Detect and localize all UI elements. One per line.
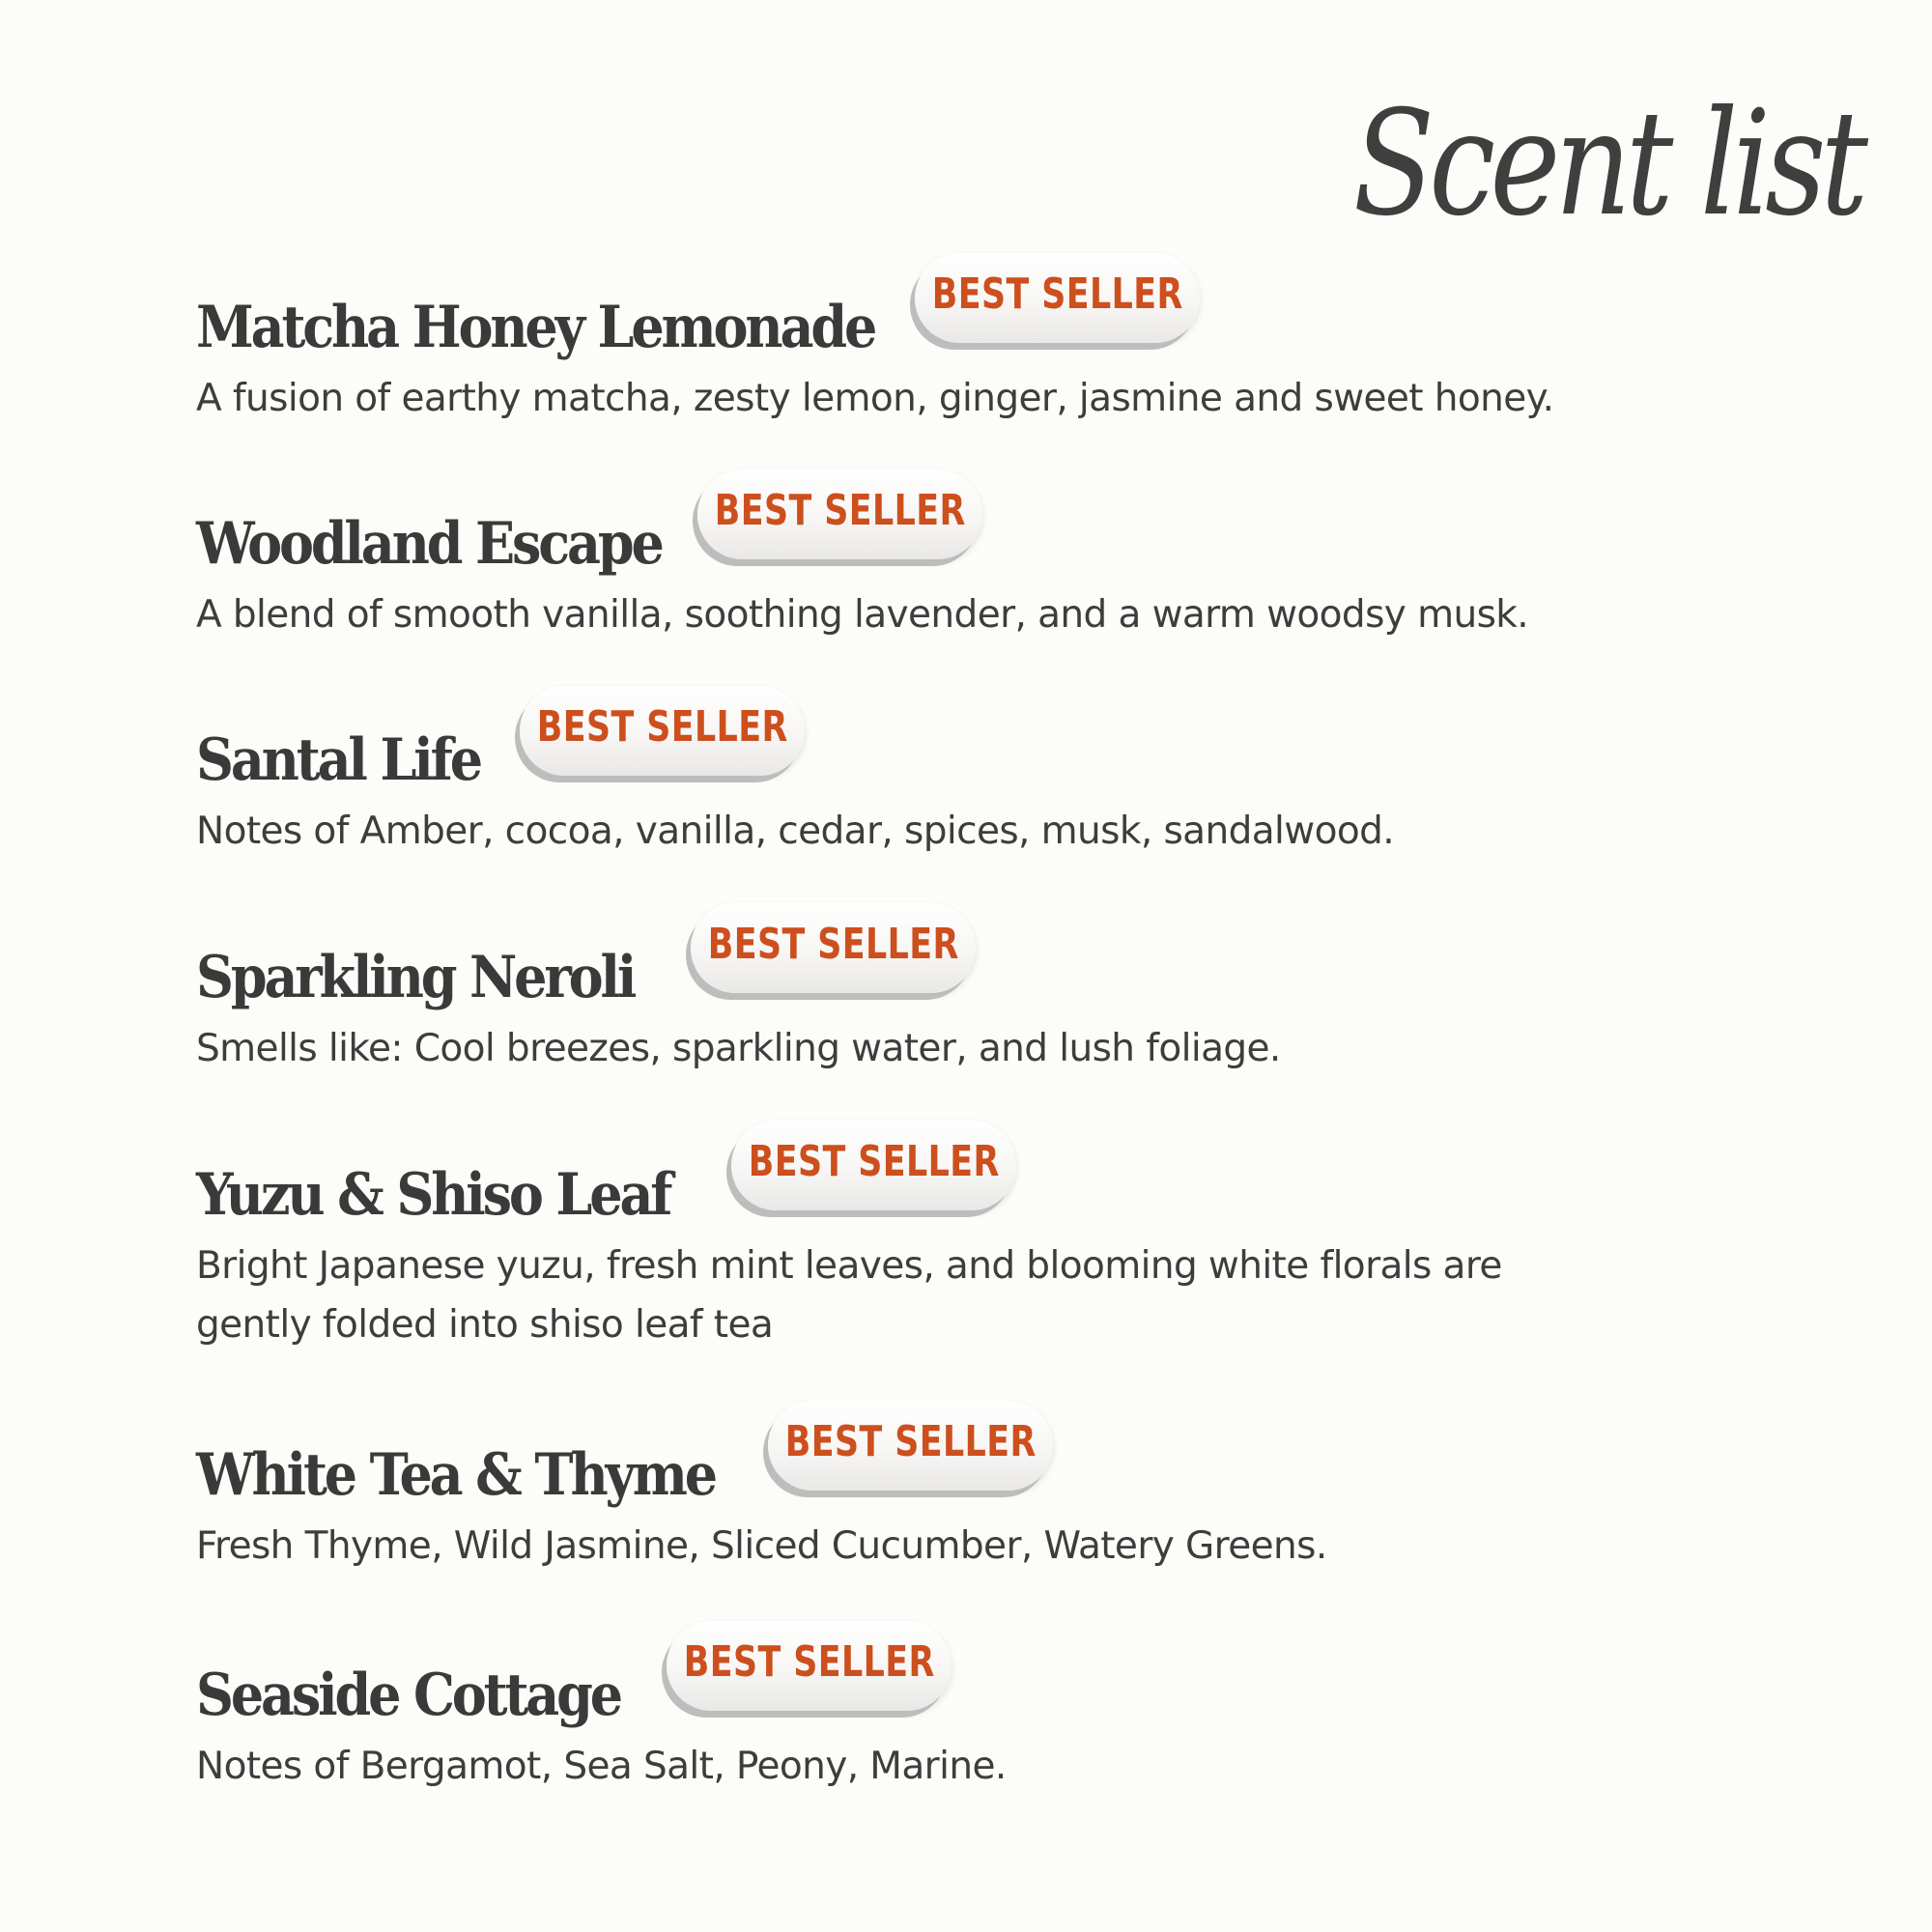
best-seller-badge: BEST SELLER: [667, 1621, 952, 1711]
best-seller-badge: BEST SELLER: [915, 253, 1200, 343]
best-seller-badge: BEST SELLER: [768, 1401, 1053, 1491]
scent-header: [196, 686, 1703, 792]
scent-description: Notes of Bergamot, Sea Salt, Peony, Marine.: [196, 1745, 1007, 1788]
scent-name: Matcha Honey Lemonade: [196, 294, 875, 361]
scent-header: [196, 1121, 1703, 1227]
scent-description: Notes of Amber, cocoa, vanilla, cedar, spices, musk, sandalwood.: [196, 810, 1395, 853]
best-seller-badge: BEST SELLER: [697, 469, 982, 559]
scent-header: [196, 253, 1703, 359]
scent-name: Seaside Cottage: [196, 1662, 620, 1729]
scent-description: A blend of smooth vanilla, soothing lavender, and a warm woodsy musk.: [196, 593, 1529, 637]
page-title: Scent list: [1352, 80, 1862, 248]
best-seller-badge: BEST SELLER: [520, 686, 805, 776]
scent-description: Fresh Thyme, Wild Jasmine, Sliced Cucumber, Watery Greens.: [196, 1524, 1327, 1568]
best-seller-badge: BEST SELLER: [731, 1121, 1016, 1210]
scent-name: Woodland Escape: [196, 510, 662, 578]
scent-header: [196, 1401, 1703, 1507]
scent-item-yuzu-shiso-leaf: [196, 1121, 1703, 1354]
scent-description: Smells like: Cool breezes, sparkling water, and lush foliage.: [196, 1027, 1281, 1070]
scent-header: [196, 1621, 1703, 1727]
scent-name: Yuzu & Shiso Leaf: [196, 1161, 670, 1229]
scent-header: [196, 469, 1703, 576]
scent-name: Santal Life: [196, 726, 480, 794]
scent-item-santal-life: [196, 686, 1703, 861]
scent-name: Sparkling Neroli: [196, 944, 635, 1011]
scent-description: Bright Japanese yuzu, fresh mint leaves, and blooming white florals are gently folded into shiso leaf tea: [196, 1244, 1502, 1347]
scent-item-white-tea-thyme: [196, 1401, 1703, 1576]
scent-item-woodland-escape: [196, 469, 1703, 644]
scent-name: White Tea & Thyme: [196, 1441, 715, 1509]
best-seller-badge: BEST SELLER: [691, 903, 976, 993]
scent-item-matcha-honey-lemonade: [196, 253, 1703, 428]
scent-item-seaside-cottage: [196, 1621, 1703, 1796]
scent-item-sparkling-neroli: [196, 903, 1703, 1078]
scent-header: [196, 903, 1703, 1009]
scent-description: A fusion of earthy matcha, zesty lemon, ginger, jasmine and sweet honey.: [196, 377, 1554, 420]
